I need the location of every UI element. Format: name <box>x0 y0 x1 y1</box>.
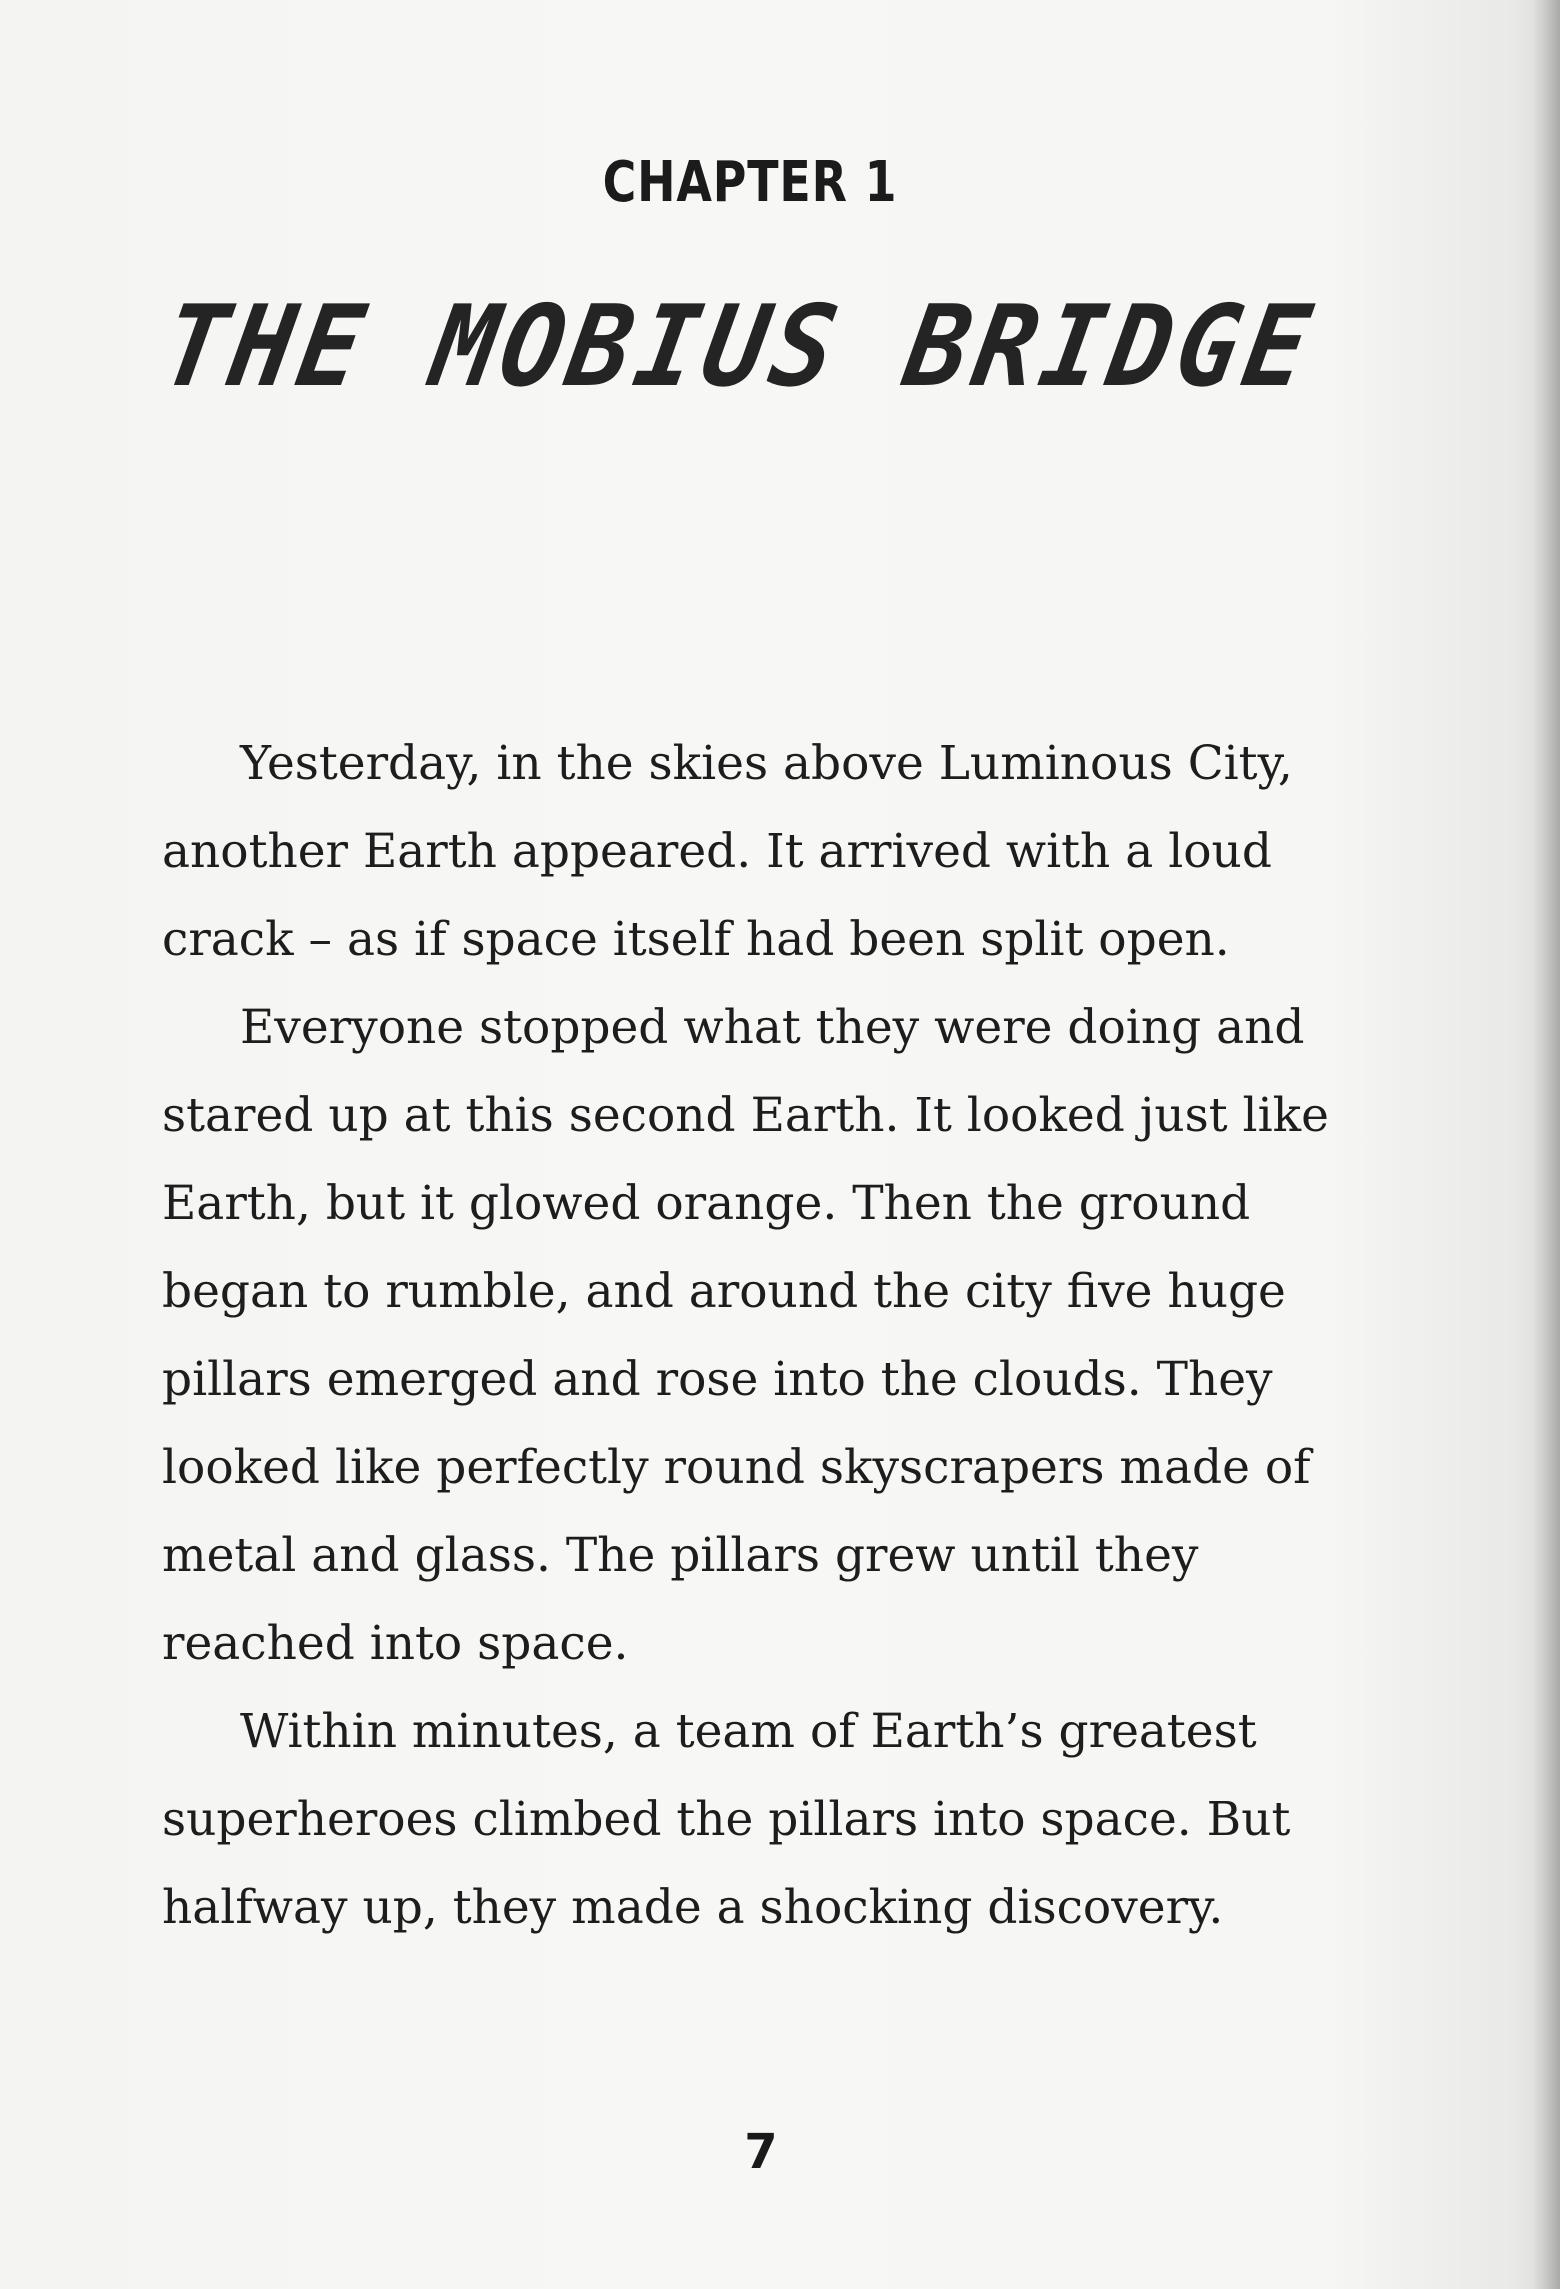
paragraph-1: Yesterday, in the skies above Luminous City, another Earth appeared. It arrived with a loud crack – as if space itself had been split open. <box>162 736 1293 967</box>
paragraph-3: Within minutes, a team of Earth’s greatest superheroes climbed the pillars into space. But halfway up, they made a shocking discovery. <box>162 1704 1291 1935</box>
chapter-label: CHAPTER 1 <box>602 150 898 215</box>
paragraph-2: Everyone stopped what they were doing and stared up at this second Earth. It looked just like Earth, but it glowed orange. Then the ground began to rumble, and around the city five huge pillars emerged and rose into the clouds. They looked like perfectly round skyscrapers made of metal and glass. The pillars grew until they reached into space. <box>162 1000 1329 1671</box>
page-edge-shadow <box>1532 0 1560 2289</box>
chapter-title: THE MOBIUS BRIDGE <box>152 282 1325 412</box>
page-number: 7 <box>744 2124 778 2180</box>
chapter-body <box>162 720 1382 1952</box>
